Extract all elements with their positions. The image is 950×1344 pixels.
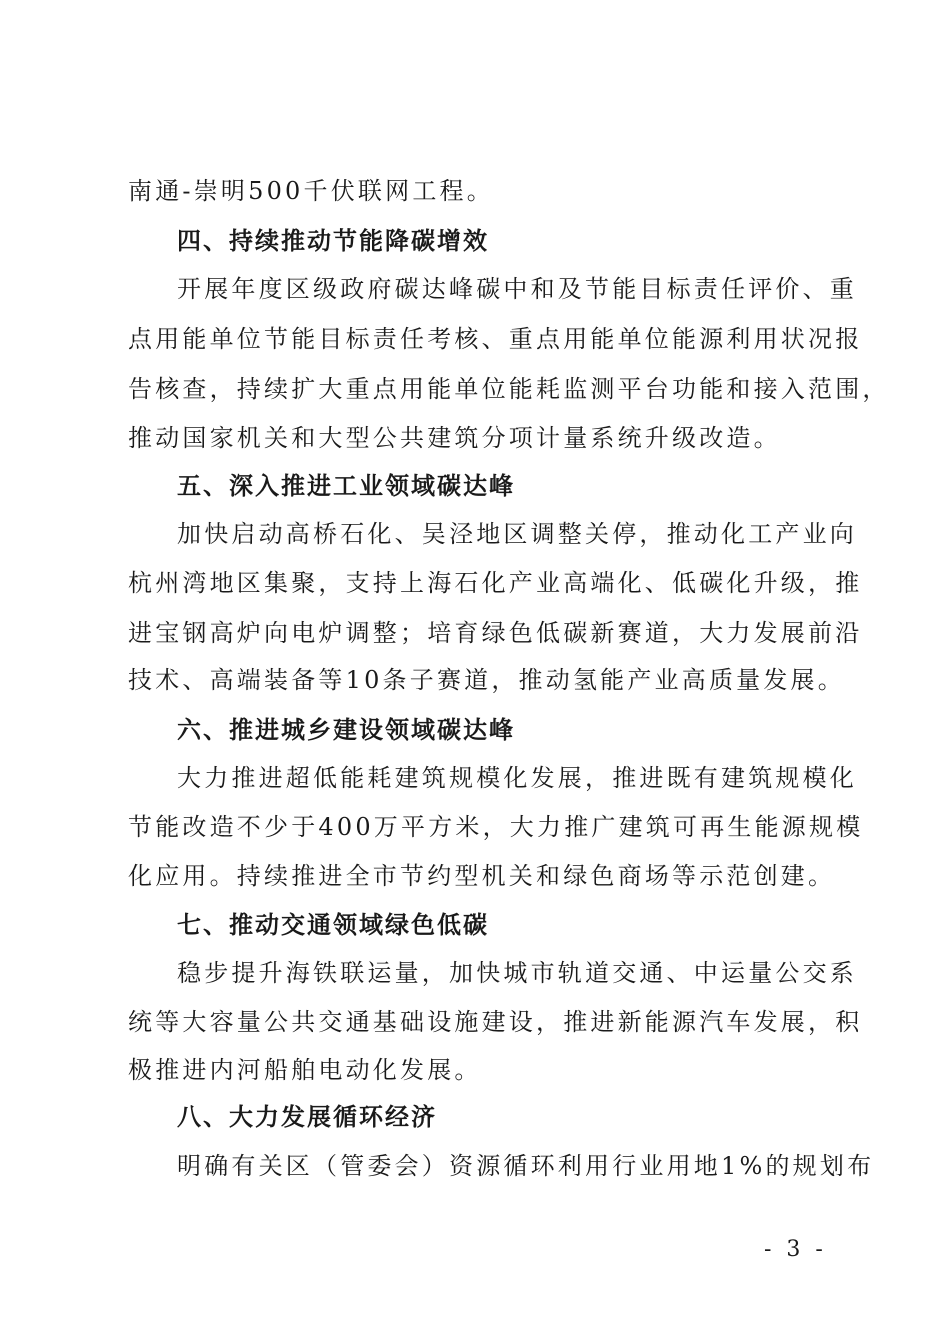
paragraph-line: 大力推进超低能耗建筑规模化发展，推进既有建筑规模化 bbox=[177, 764, 857, 792]
paragraph-line: 稳步提升海铁联运量，加快城市轨道交通、中运量公交系 bbox=[177, 959, 857, 987]
paragraph-line: 开展年度区级政府碳达峰碳中和及节能目标责任评价、重 bbox=[177, 275, 857, 303]
paragraph-line: 点用能单位节能目标责任考核、重点用能单位能源利用状况报 bbox=[128, 325, 863, 353]
paragraph-line: 推动国家机关和大型公共建筑分项计量系统升级改造。 bbox=[128, 424, 781, 452]
paragraph-line: 技术、高端装备等10条子赛道，推动氢能产业高质量发展。 bbox=[128, 666, 845, 694]
section-heading-7: 七、推动交通领域绿色低碳 bbox=[177, 911, 489, 939]
section-heading-4: 四、持续推动节能降碳增效 bbox=[177, 227, 489, 255]
paragraph-line: 化应用。持续推进全市节约型机关和绿色商场等示范创建。 bbox=[128, 862, 836, 890]
paragraph-line: 杭州湾地区集聚，支持上海石化产业高端化、低碳化升级，推 bbox=[128, 569, 863, 597]
section-heading-5: 五、深入推进工业领域碳达峰 bbox=[177, 472, 515, 500]
page-number: - 3 - bbox=[764, 1237, 827, 1262]
paragraph-line: 统等大容量公共交通基础设施建设，推进新能源汽车发展，积 bbox=[128, 1008, 863, 1036]
paragraph-line: 南通-崇明500千伏联网工程。 bbox=[128, 177, 494, 205]
section-heading-8: 八、大力发展循环经济 bbox=[177, 1103, 437, 1131]
paragraph-line: 进宝钢高炉向电炉调整；培育绿色低碳新赛道，大力发展前沿 bbox=[128, 619, 863, 647]
paragraph-line: 告核查，持续扩大重点用能单位能耗监测平台功能和接入范围， bbox=[128, 375, 890, 403]
paragraph-line: 节能改造不少于400万平方米，大力推广建筑可再生能源规模 bbox=[128, 813, 864, 841]
section-heading-6: 六、推进城乡建设领域碳达峰 bbox=[177, 716, 515, 744]
paragraph-line: 加快启动高桥石化、吴泾地区调整关停，推动化工产业向 bbox=[177, 520, 857, 548]
paragraph-line: 极推进内河船舶电动化发展。 bbox=[128, 1056, 482, 1084]
paragraph-line: 明确有关区（管委会）资源循环利用行业用地1%的规划布 bbox=[177, 1152, 875, 1180]
